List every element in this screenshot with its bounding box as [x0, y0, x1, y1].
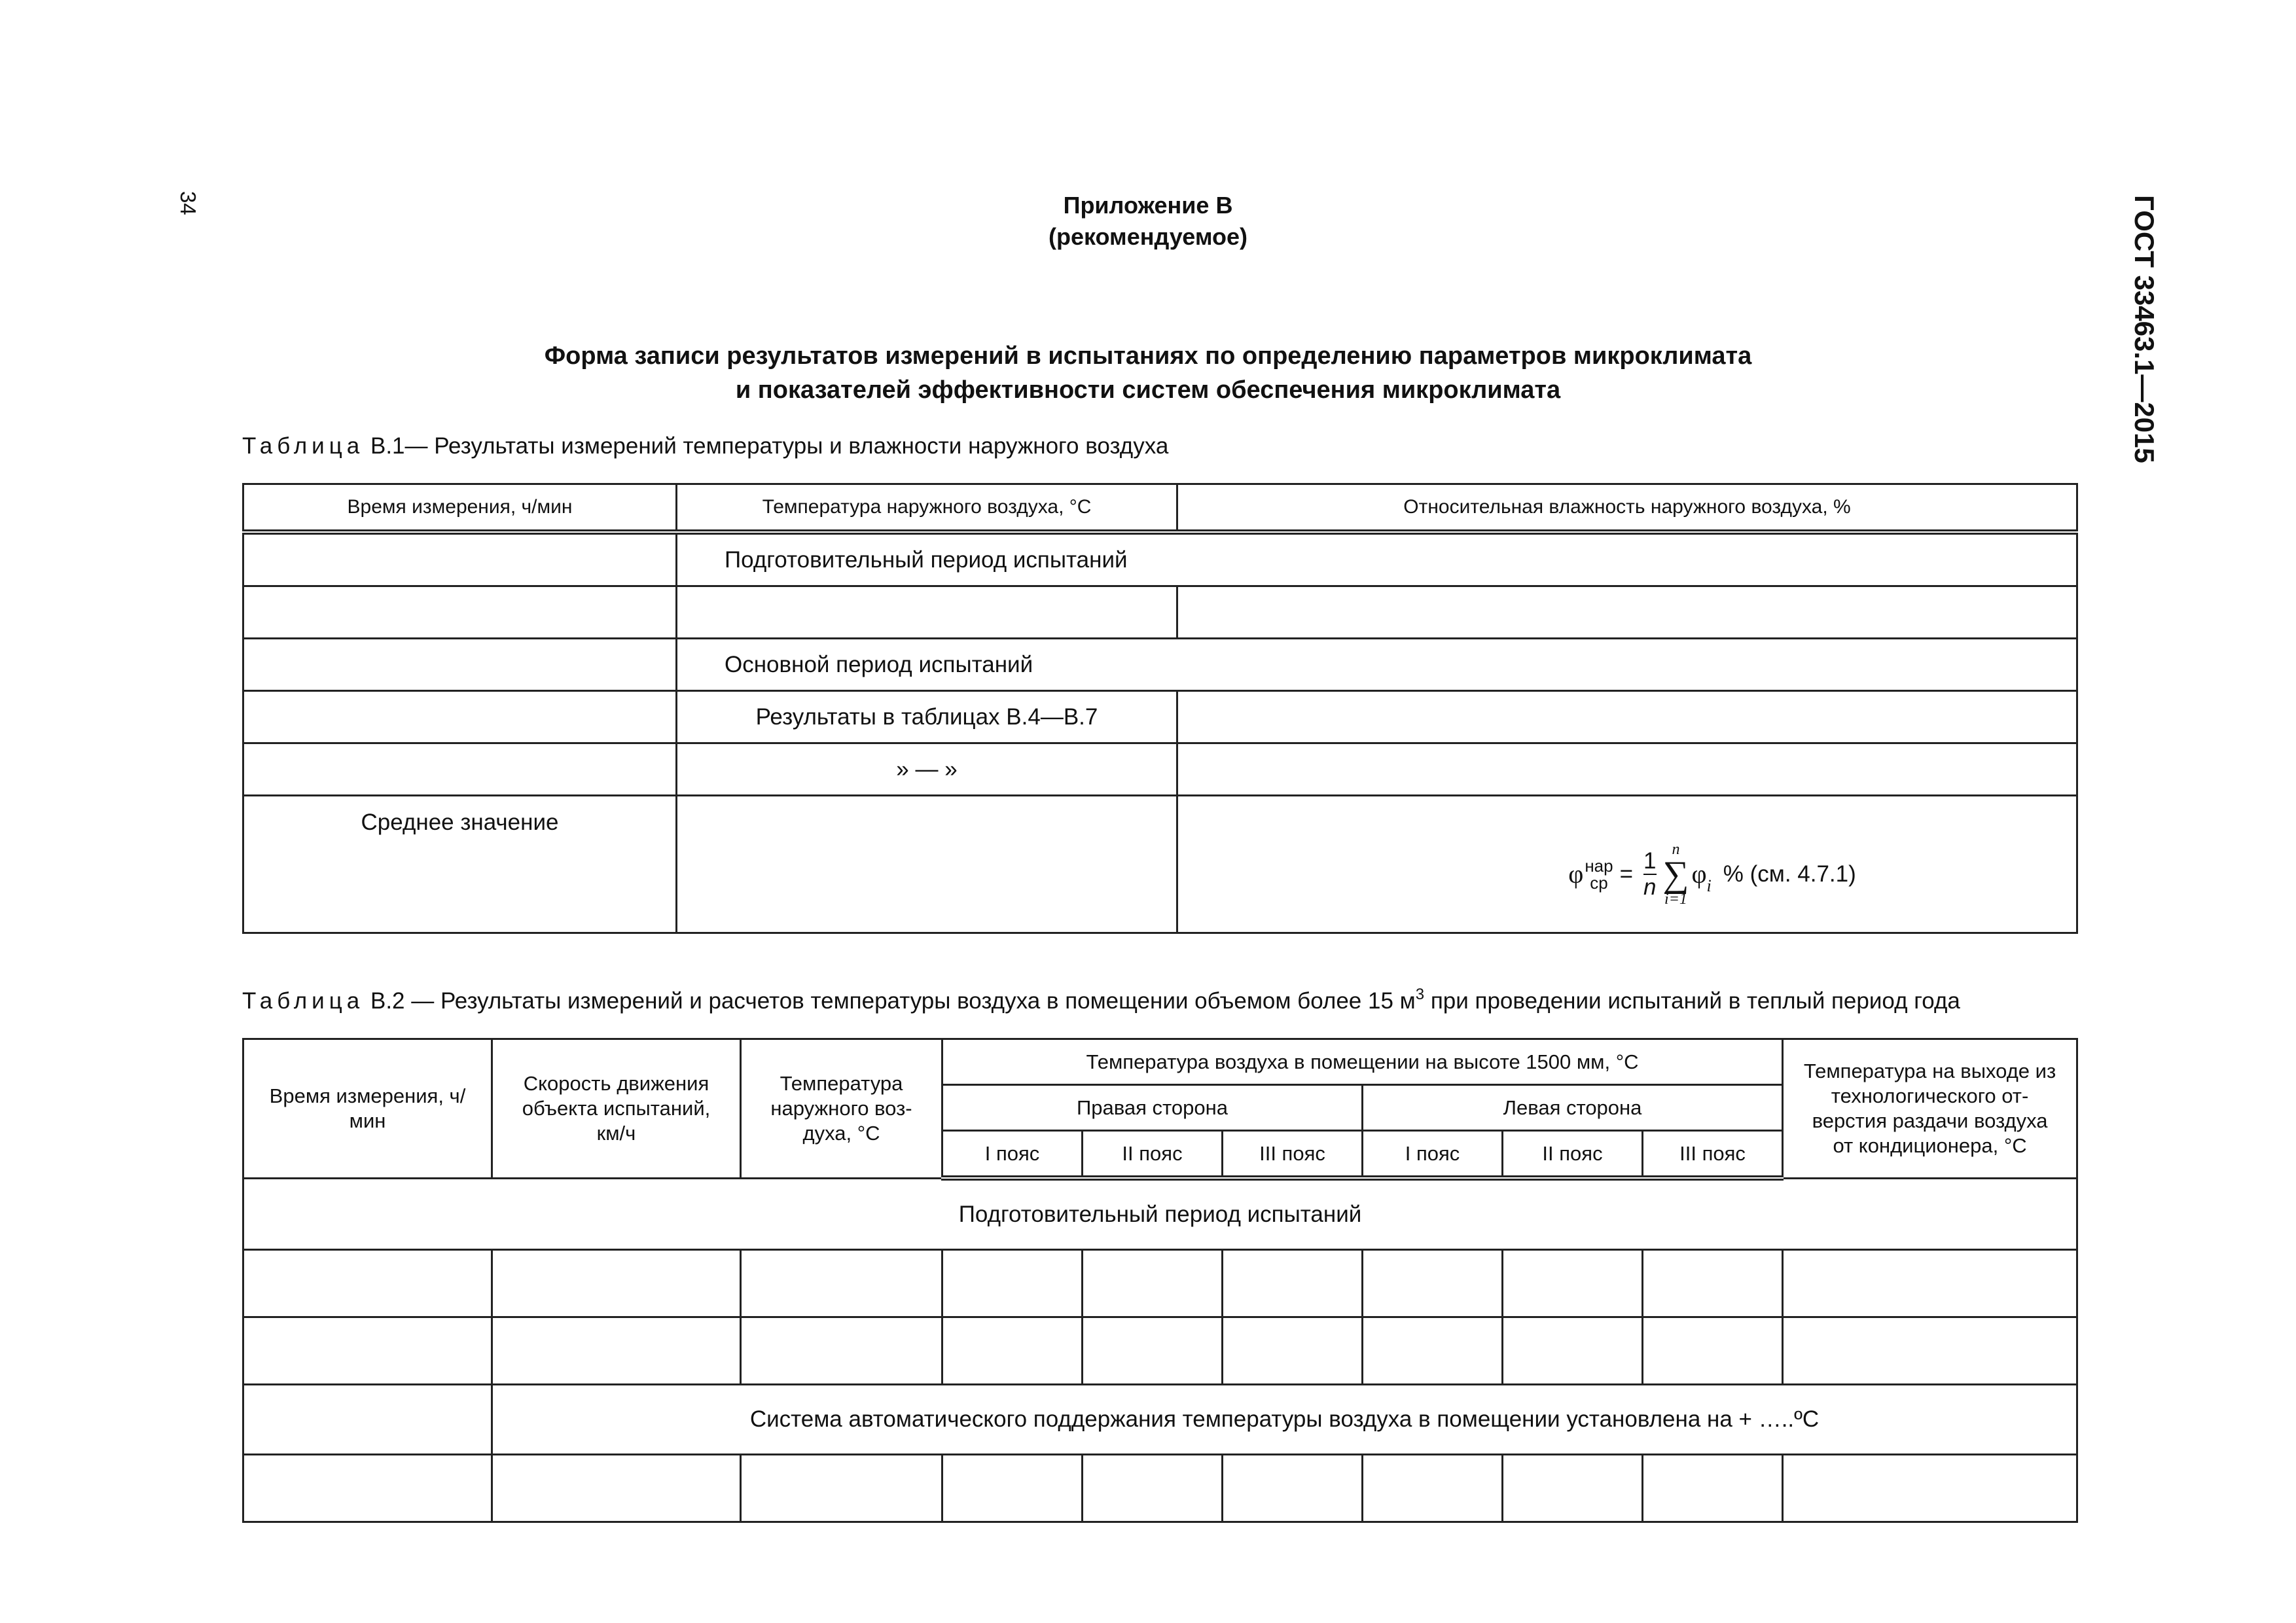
- formula-term: φ: [1691, 859, 1707, 889]
- table-b2: [242, 1038, 2078, 1523]
- table2-header-row-1: [243, 1039, 2077, 1085]
- form-title-line2: и показателей эффективности систем обеспечения микроклимата: [735, 376, 1561, 404]
- table2-cell: [1083, 1317, 1223, 1385]
- formula-symbol: φ: [1568, 859, 1584, 889]
- table1-cell: [243, 743, 677, 796]
- table1-caption: [242, 433, 1168, 459]
- table1-prep-period: Подготовительный период испытаний: [677, 532, 2077, 586]
- standard-code: ГОСТ 33463.1—2015: [2129, 195, 2160, 463]
- table1-header-time: Время измерения, ч/мин: [243, 484, 677, 533]
- table-b1: [242, 483, 2078, 934]
- formula-numerator: 1: [1643, 847, 1657, 874]
- table2-row: [243, 1455, 2077, 1522]
- table2-cell: [1363, 1455, 1503, 1522]
- table1-cell: [677, 586, 1177, 639]
- table2-caption: [242, 988, 1960, 1014]
- formula-sum: [1663, 841, 1689, 908]
- table2-header-outdoor-temp: Температура наружного воз-духа, °С: [741, 1039, 942, 1179]
- table2-cell: [1083, 1455, 1223, 1522]
- table2-cell: [492, 1250, 741, 1317]
- table1-main-period: Основной период испытаний: [677, 639, 2077, 691]
- table2-cell: [741, 1455, 942, 1522]
- table2-header-zone: II пояс: [1503, 1131, 1643, 1179]
- table2-cell: [1783, 1455, 2077, 1522]
- table1-row: [243, 586, 2077, 639]
- table2-cell: [1363, 1250, 1503, 1317]
- table2-row: [243, 1385, 2077, 1455]
- table2-cell: [1223, 1250, 1363, 1317]
- table2-cell: [1783, 1250, 2077, 1317]
- table1-row: [243, 743, 2077, 796]
- table2-header-zone: III пояс: [1643, 1131, 1783, 1179]
- table1-cell: [243, 691, 677, 743]
- formula-sum-bottom: i=1: [1664, 890, 1687, 908]
- table1-row: [243, 639, 2077, 691]
- table2-cell: [1643, 1317, 1783, 1385]
- form-title: [0, 339, 2296, 407]
- table2-caption-text: В.2 — Результаты измерений и расчетов температуры воздуха в помещении объемом более 15 м: [370, 988, 1416, 1014]
- table2-cell: [942, 1317, 1083, 1385]
- formula-equals: =: [1619, 861, 1634, 887]
- table2-cell: [1503, 1250, 1643, 1317]
- formula-term-sub: i: [1706, 876, 1712, 895]
- average-humidity-formula: [1568, 841, 1856, 908]
- table2-cell: [1363, 1317, 1503, 1385]
- table2-caption-sup: 3: [1415, 986, 1425, 1003]
- table2-row: [243, 1250, 2077, 1317]
- table2-auto-system: Система автоматического поддержания температуры воздуха в помещении установлена на + …..ºС: [492, 1385, 2077, 1455]
- table1-cell: [677, 796, 1177, 933]
- table2-caption-prefix: Таблица: [242, 988, 365, 1014]
- appendix-subtitle: (рекомендуемое): [1049, 223, 1247, 250]
- table2-cell: [243, 1385, 492, 1455]
- table2-cell: [1223, 1455, 1363, 1522]
- appendix-title: Приложение В: [1063, 192, 1233, 219]
- table1-caption-prefix: Таблица: [242, 433, 365, 459]
- formula-sum-top: n: [1672, 840, 1680, 858]
- table1-caption-text: В.1— Результаты измерений температуры и влажности наружного воздуха: [370, 433, 1169, 459]
- table2-header-zone: I пояс: [1363, 1131, 1503, 1179]
- table2-cell: [492, 1455, 741, 1522]
- table2-cell: [741, 1250, 942, 1317]
- table2-row: [243, 1178, 2077, 1250]
- table2-cell: [1643, 1250, 1783, 1317]
- form-title-line1: Форма записи результатов измерений в испытаниях по определению параметров микроклимата: [544, 342, 1752, 370]
- table1-row: [243, 691, 2077, 743]
- table2-header-zone: I пояс: [942, 1131, 1083, 1179]
- formula-fraction: [1643, 849, 1656, 900]
- table2-cell: [1223, 1317, 1363, 1385]
- page-number: 34: [176, 191, 200, 215]
- table2-cell: [1083, 1250, 1223, 1317]
- table1-header-humidity: Относительная влажность наружного воздуха, %: [1177, 484, 2077, 533]
- table1-ditto: » — »: [677, 743, 1177, 796]
- table1-cell: [1177, 743, 2077, 796]
- appendix-heading: [0, 190, 2296, 253]
- formula-superscript: нар: [1585, 855, 1613, 876]
- table2-cell: [942, 1250, 1083, 1317]
- table2-header-speed: Скорость движения объекта испытаний, км/ч: [492, 1039, 741, 1179]
- table2-cell: [243, 1455, 492, 1522]
- table1-cell: [243, 532, 677, 586]
- table2-cell: [1643, 1455, 1783, 1522]
- formula-sum-sign: ∑: [1662, 853, 1689, 895]
- table1-cell: [243, 639, 677, 691]
- table2-caption-tail: при проведении испытаний в теплый период года: [1430, 988, 1960, 1014]
- table2-prep-period: Подготовительный период испытаний: [243, 1178, 2077, 1250]
- table2-cell: [942, 1455, 1083, 1522]
- formula-denominator: n: [1643, 874, 1657, 900]
- table2-cell: [1503, 1455, 1643, 1522]
- table2-cell: [1783, 1317, 2077, 1385]
- table2-header-right-side: Правая сторона: [942, 1085, 1363, 1131]
- table2-cell: [741, 1317, 942, 1385]
- formula-scripts: [1585, 857, 1613, 891]
- table1-average-row: [243, 796, 2077, 933]
- table1-average-label: Среднее значение: [243, 796, 677, 933]
- table1-results-ref: Результаты в таблицах В.4—В.7: [677, 691, 1177, 743]
- table2-header-time: Время измерения, ч/мин: [243, 1039, 492, 1179]
- table1-cell: [1177, 691, 2077, 743]
- table2-header-indoor-temp: Температура воздуха в помещении на высоте 1500 мм, °С: [942, 1039, 1783, 1085]
- table2-cell: [243, 1250, 492, 1317]
- table2-cell: [492, 1317, 741, 1385]
- table2-row: [243, 1317, 2077, 1385]
- table1-cell: [1177, 586, 2077, 639]
- table2-cell: [1503, 1317, 1643, 1385]
- table1-row: [243, 532, 2077, 586]
- table2-header-zone: III пояс: [1223, 1131, 1363, 1179]
- table1-average-formula-cell: [1177, 796, 2077, 933]
- table2-header-zone: II пояс: [1083, 1131, 1223, 1179]
- table2-header-left-side: Левая сторона: [1363, 1085, 1783, 1131]
- table2-header-outlet-temp: Температура на выходе из технологического от-верстия раздачи воздуха от кондиционера, °С: [1783, 1039, 2077, 1179]
- table1-header-row: [243, 484, 2077, 533]
- table1-cell: [243, 586, 677, 639]
- table2-cell: [243, 1317, 492, 1385]
- formula-subscript: ср: [1590, 872, 1608, 893]
- formula-tail: % (см. 4.7.1): [1723, 861, 1856, 887]
- table1-header-temp: Температура наружного воздуха, °С: [677, 484, 1177, 533]
